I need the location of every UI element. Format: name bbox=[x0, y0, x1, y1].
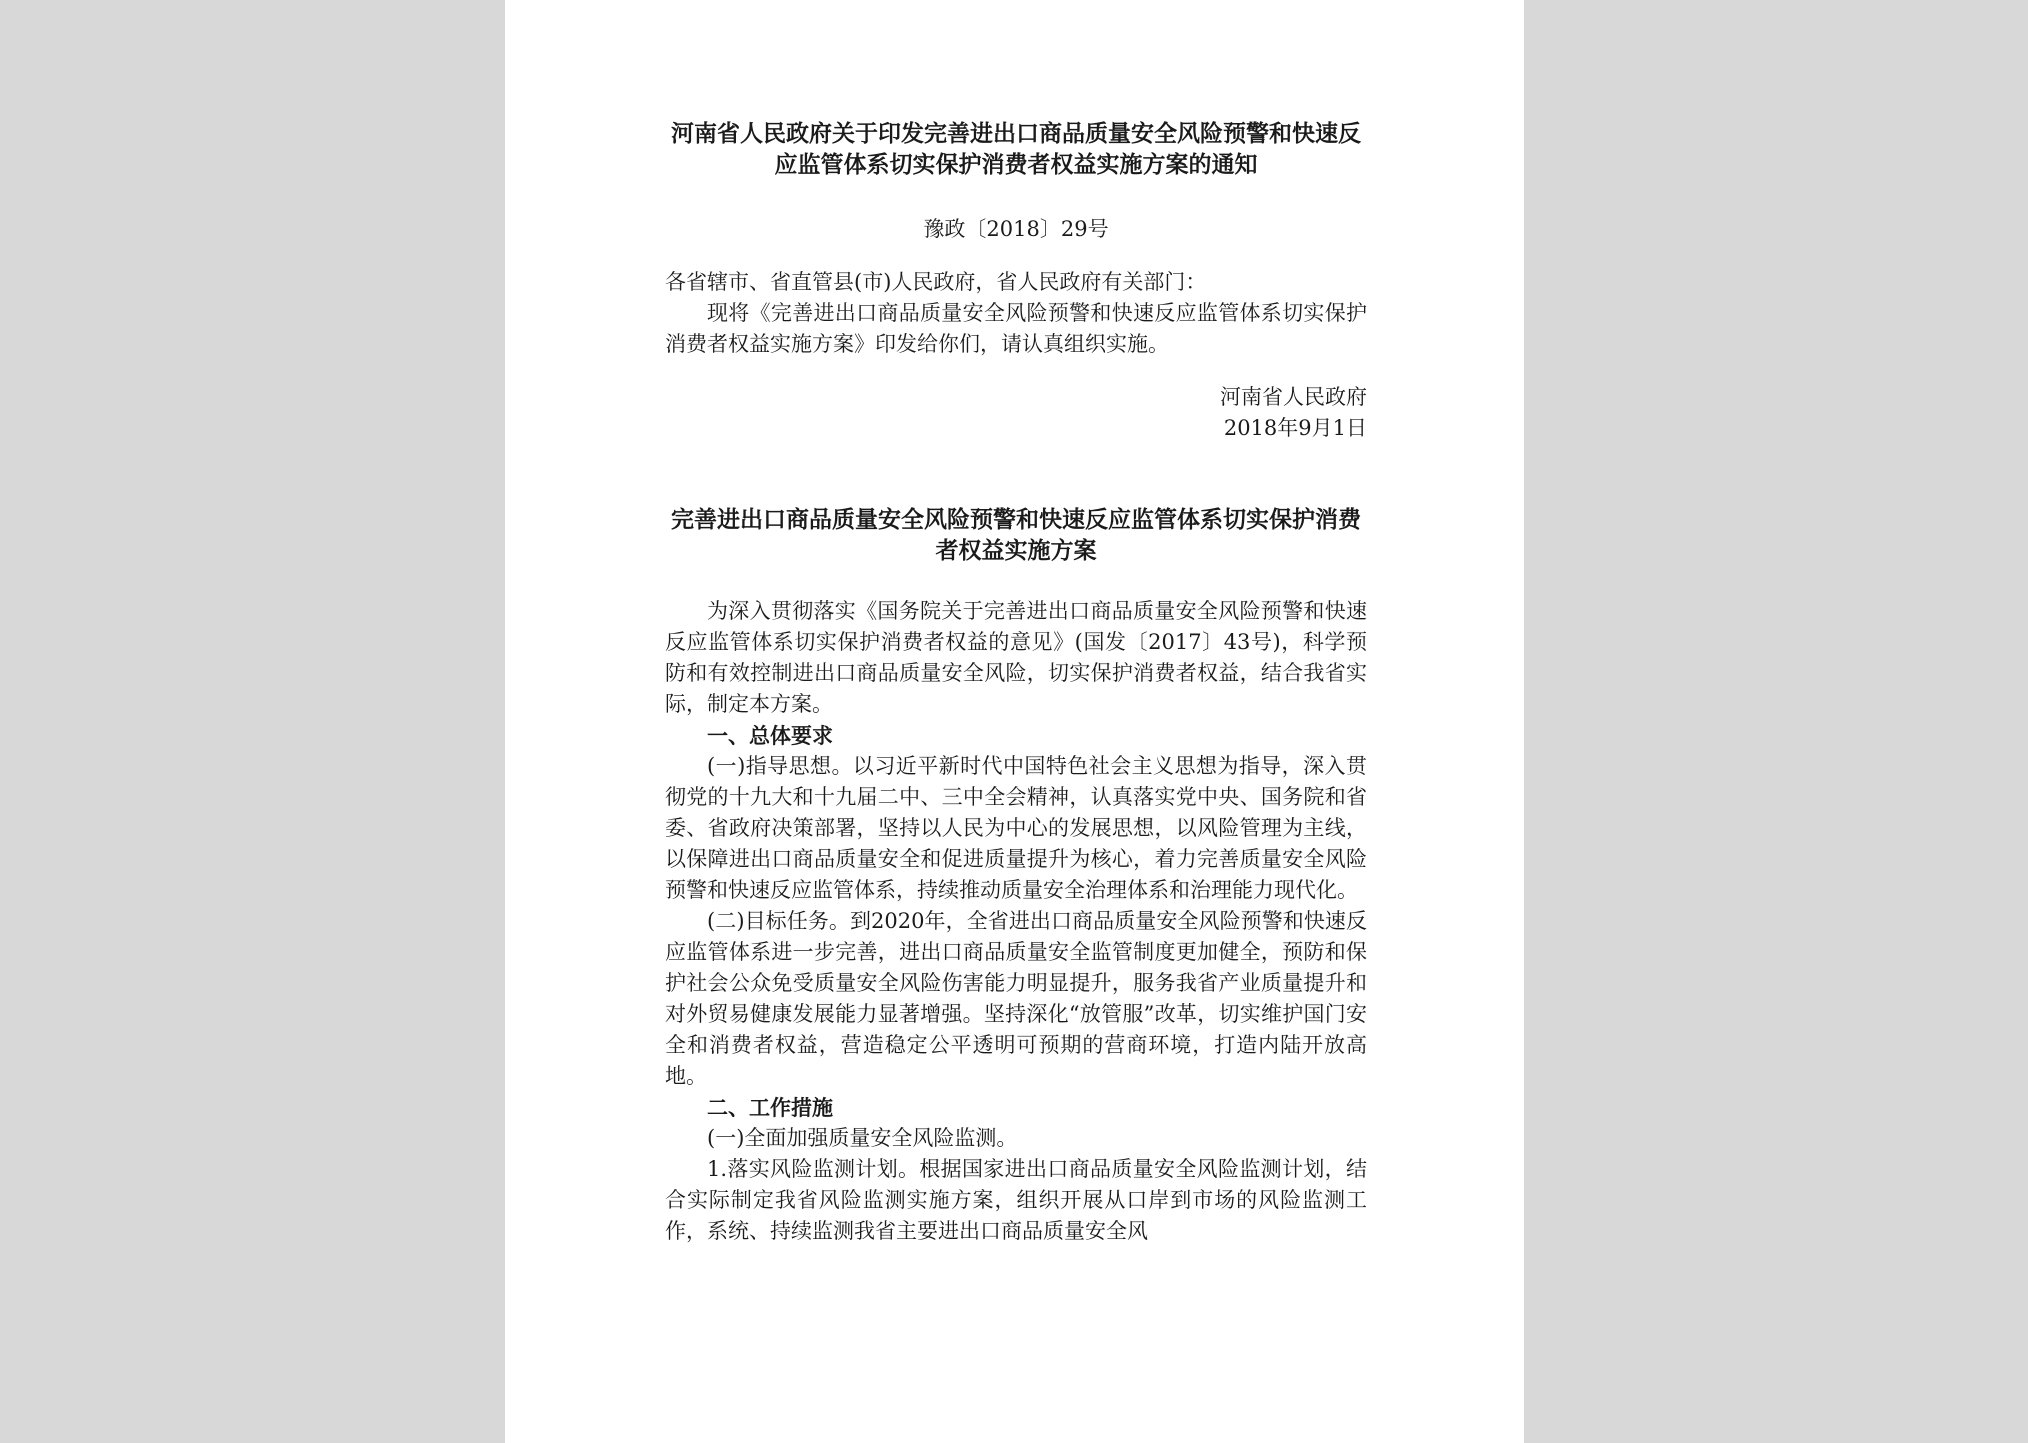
plan-intro: 为深入贯彻落实《国务院关于完善进出口商品质量安全风险预警和快速反应监管体系切实保护消费者权益的意见》(国发〔2017〕43号)，科学预防和有效控制进出口商品质量安全风险，切实保护消费者权益，结合我省实际，制定本方案。 bbox=[665, 599, 1367, 716]
document-number: 豫政〔2018〕29号 bbox=[923, 217, 1109, 241]
section-heading-general-requirements: 一、总体要求 bbox=[707, 723, 833, 748]
plan-title: 完善进出口商品质量安全风险预警和快速反应监管体系切实保护消费者权益实施方案 bbox=[671, 506, 1361, 564]
document-page bbox=[505, 0, 1524, 1443]
notice-body: 现将《完善进出口商品质量安全风险预警和快速反应监管体系切实保护消费者权益实施方案》印发给你们，请认真组织实施。 bbox=[665, 301, 1367, 356]
subsection-risk-monitoring: (一)全面加强质量安全风险监测。 bbox=[707, 1126, 1018, 1150]
target-tasks-paragraph: (二)目标任务。到2020年，全省进出口商品质量安全风险预警和快速反应监管体系进一步完善，进出口商品质量安全监管制度更加健全，预防和保护社会公众免受质量安全风险伤害能力明显提升，服务我省产业质量提升和对外贸易健康发展能力显著增强。坚持深化“放管服”改革，切实维护国门安全和消费者权益，营造稳定公平透明可预期的营商环境，打造内陆开放高地。 bbox=[665, 909, 1367, 1088]
signature-block bbox=[665, 382, 1367, 444]
issue-date: 2018年9月1日 bbox=[1223, 416, 1367, 440]
section-heading-work-measures: 二、工作措施 bbox=[707, 1095, 833, 1120]
issuer-name: 河南省人民政府 bbox=[1220, 385, 1367, 409]
monitoring-plan-paragraph: 1.落实风险监测计划。根据国家进出口商品质量安全风险监测计划，结合实际制定我省风险监测实施方案，组织开展从口岸到市场的风险监测工作，系统、持续监测我省主要进出口商品质量安全风 bbox=[665, 1157, 1367, 1243]
addressee: 各省辖市、省直管县(市)人民政府，省人民政府有关部门： bbox=[665, 270, 1207, 294]
guiding-ideology-paragraph: (一)指导思想。以习近平新时代中国特色社会主义思想为指导，深入贯彻党的十九大和十九届二中、三中全会精神，认真落实党中央、国务院和省委、省政府决策部署，坚持以人民为中心的发展思想，以风险管理为主线，以保障进出口商品质量安全和促进质量提升为核心，着力完善质量安全风险预警和快速反应监管体系，持续推动质量安全治理体系和治理能力现代化。 bbox=[665, 754, 1367, 902]
notice-title: 河南省人民政府关于印发完善进出口商品质量安全风险预警和快速反应监管体系切实保护消费者权益实施方案的通知 bbox=[671, 120, 1361, 178]
